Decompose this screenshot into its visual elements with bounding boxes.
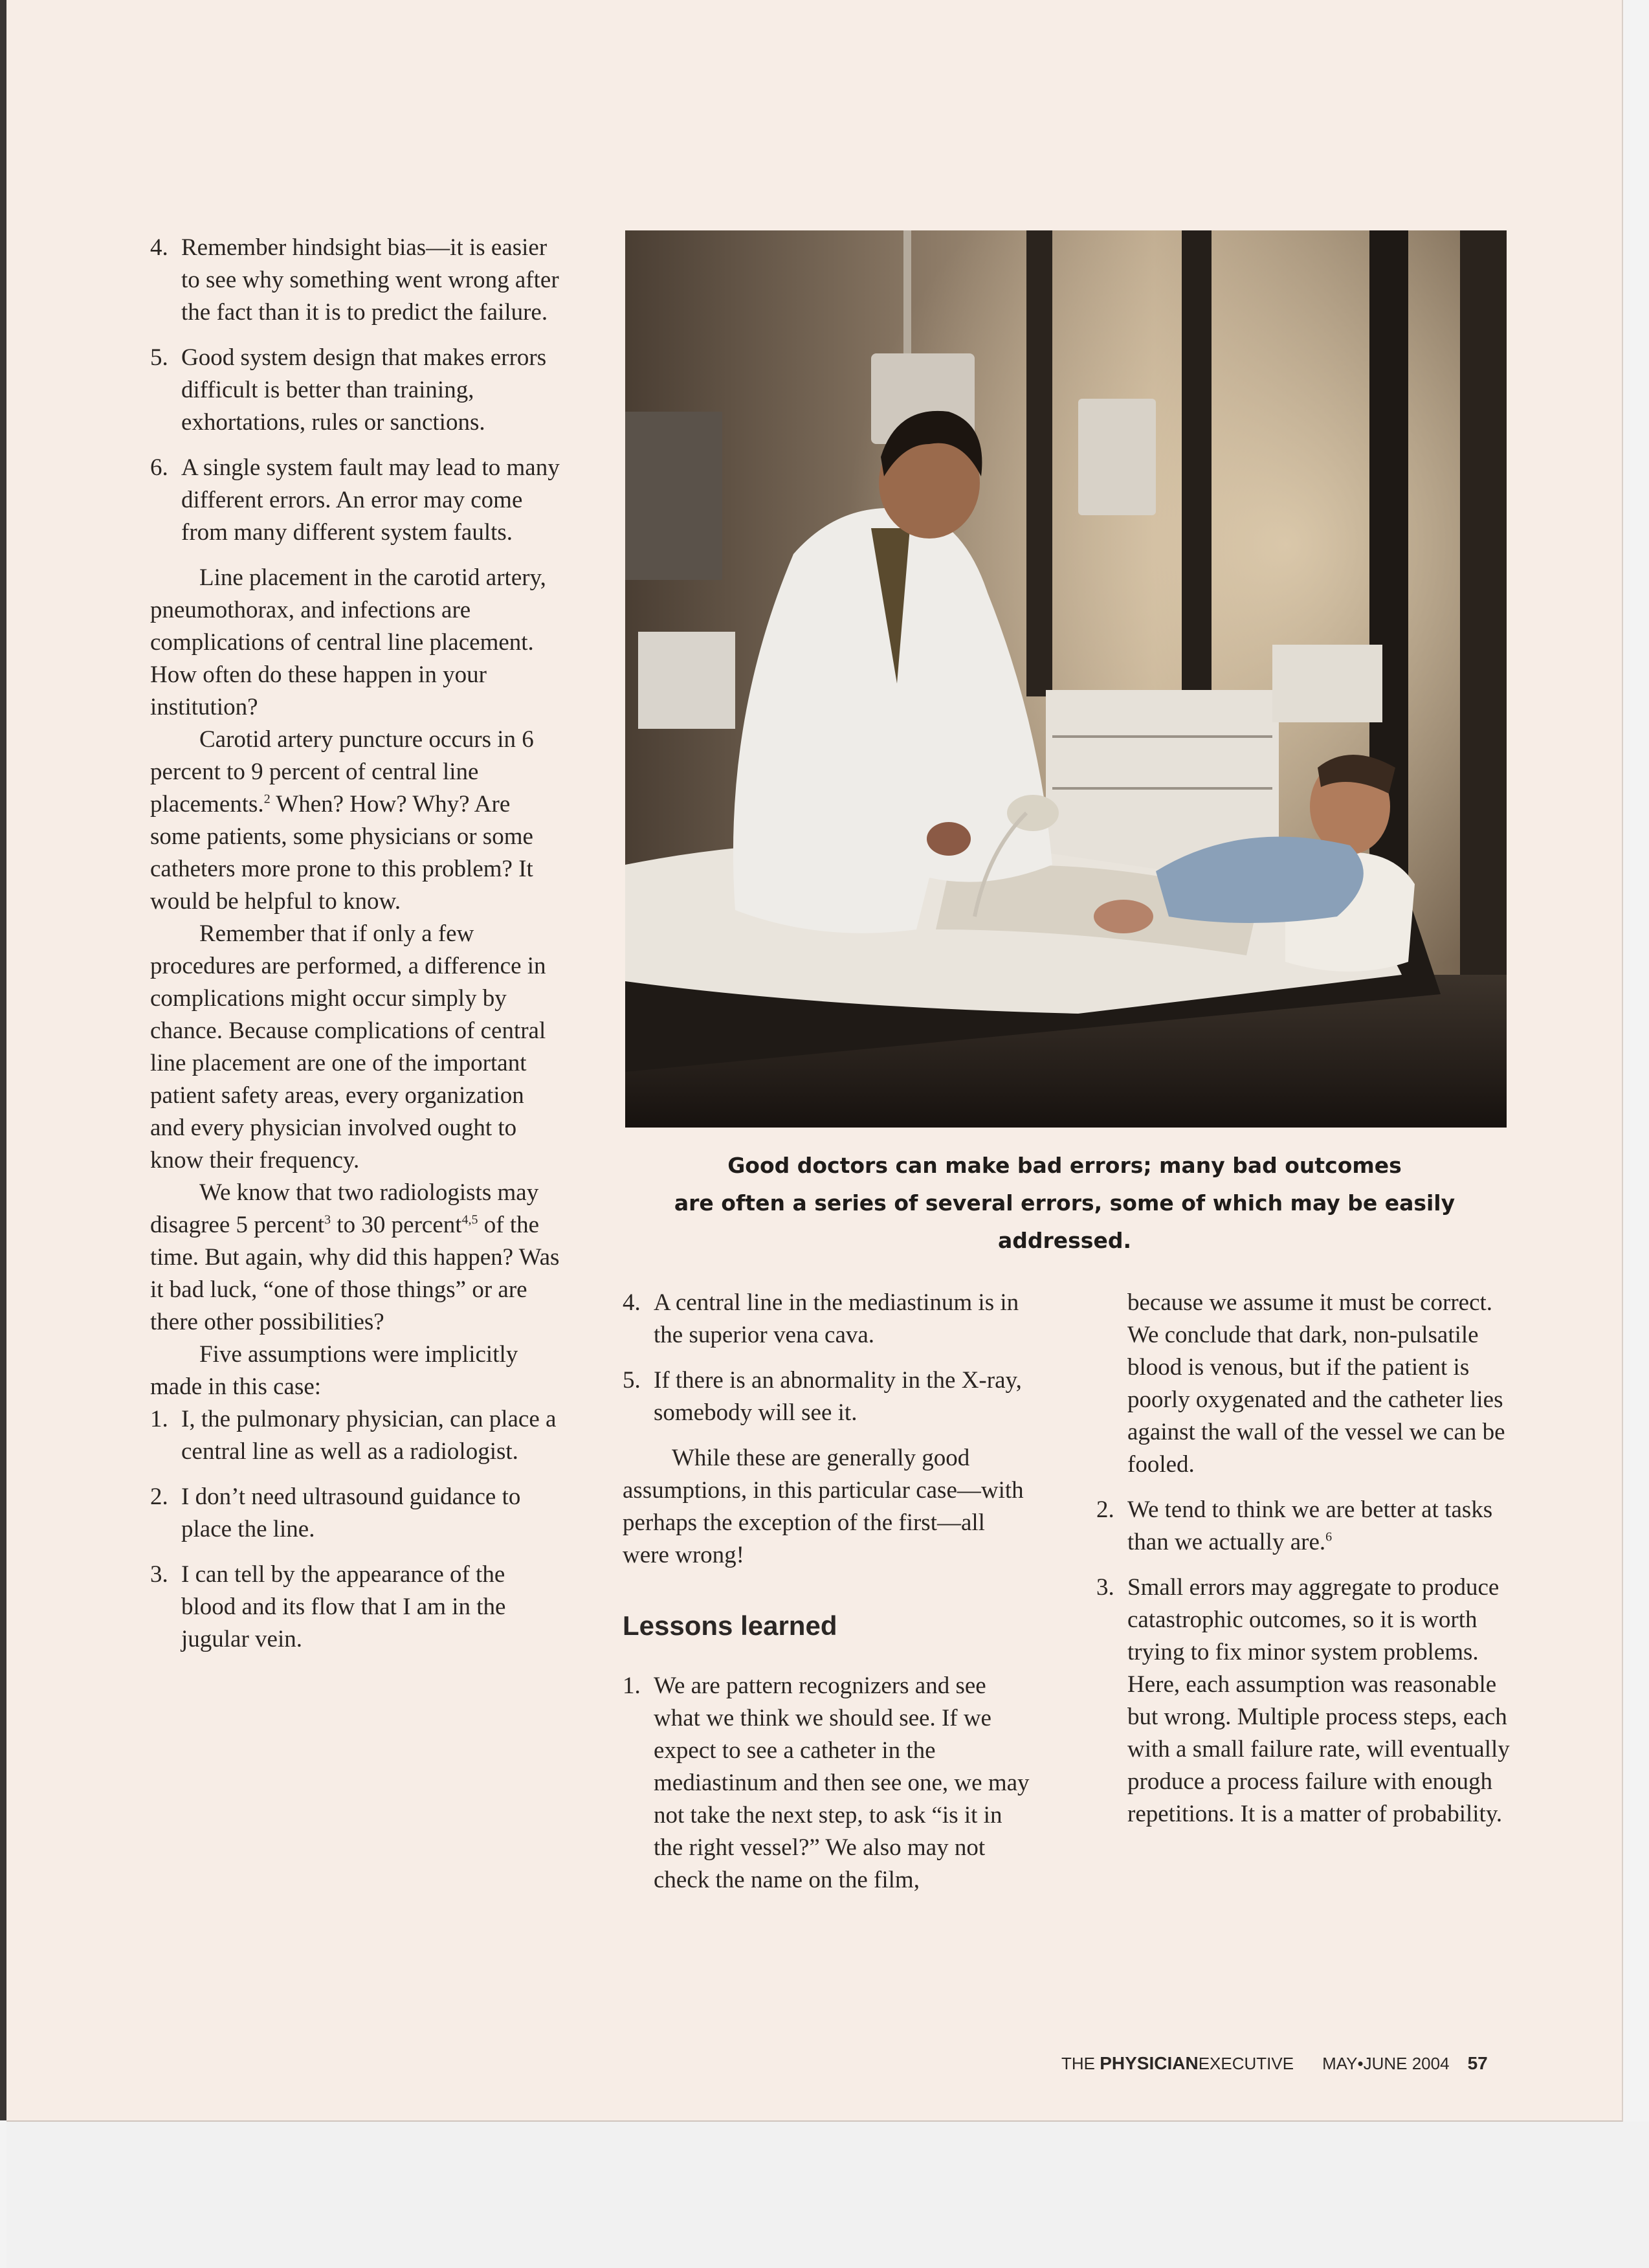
- body-paragraph: Line placement in the carotid artery, pneumothorax, and infections are complications of central line placement. How often do these happen in your institution?: [150, 564, 546, 720]
- magazine-title: THE PHYSICIANEXECUTIVE: [1061, 2053, 1294, 2073]
- issue-date: MAY•JUNE 2004: [1322, 2054, 1450, 2073]
- caption-line: are often a series of several errors, some of which may be easily addressed.: [674, 1190, 1455, 1253]
- photo-physician-placing-line: [625, 230, 1507, 1128]
- list-item: 5. Good system design that makes errors difficult is better than training, exhortations, rules or sanctions.: [150, 344, 547, 436]
- list-item: 1. I, the pulmonary physician, can place a central line as well as a radiologist.: [150, 1406, 557, 1465]
- body-paragraph: Remember that if only a few procedures are performed, a difference in complications might occur simply by chance. Because complications of central line placement are one of the important patient safety areas, every organization and every physician involved ought to know their frequency.: [150, 920, 546, 1173]
- assumptions-list-continued: [623, 1287, 1037, 1429]
- reference-mark: 2: [263, 792, 271, 806]
- list-item: 2. We tend to think we are better at tasks than we actually are.$^6$: [1096, 1496, 1493, 1555]
- body-paragraph: Carotid artery puncture occurs in 6 percent to 9 percent of central line placements.$^2$ When? How? Why? Are some patients, some physicians or some catheters more prone to this problem? It would be helpful to know.: [150, 726, 534, 915]
- reference-mark: 6: [1325, 1529, 1333, 1544]
- lessons-list: [623, 1670, 1037, 1896]
- reference-mark: 3: [324, 1212, 331, 1227]
- left-column: [150, 232, 564, 1669]
- scanner-bed: [6, 2122, 1649, 2268]
- principles-list: [150, 232, 564, 549]
- photo-caption: [623, 1147, 1507, 1260]
- list-item: 3. I can tell by the appearance of the blood and its flow that I am in the jugular vein.: [150, 1561, 506, 1652]
- photo-illustration: [625, 230, 1507, 1128]
- page-footer: [1061, 2053, 1488, 2074]
- list-item: 2. I don’t need ultrasound guidance to place the line.: [150, 1484, 521, 1542]
- list-item: 3. Small errors may aggregate to produce catastrophic outcomes, so it is worth trying to fix minor system problems. Here, each assumption was reasonable but wrong. Multiple process steps, each with a small failure rate, will eventually produce a process failure with enough repetitions. It is a matter of probability.: [1096, 1574, 1510, 1827]
- list-item: because we assume it must be correct. We conclude that dark, non-pulsatile blood is venous, but if the patient is poorly oxygenated and the catheter lies against the wall of the vessel we can be fooled.: [1127, 1289, 1505, 1478]
- lessons-list-continued: [1096, 1287, 1511, 1830]
- list-item: 1. We are pattern recognizers and see what we think we should see. If we expect to see a catheter in the mediastinum and then see one, we may not take the next step, to ask “is it in the right vessel?” We also may not check the name on the film,: [623, 1673, 1030, 1893]
- assumptions-list: [150, 1403, 564, 1656]
- list-item: 5. If there is an abnormality in the X-ray, somebody will see it.: [623, 1367, 1022, 1426]
- list-item: 4. A central line in the mediastinum is in the superior vena cava.: [623, 1289, 1019, 1348]
- page-number: 57: [1467, 2053, 1488, 2073]
- body-paragraph: Five assumptions were implicitly made in this case:: [150, 1341, 518, 1400]
- body-paragraph: While these are generally good assumptions, in this particular case—with perhaps the exception of the first—all were wrong!: [623, 1445, 1024, 1568]
- body-paragraph: We know that two radiologists may disagree 5 percent$^3$ to 30 percent$^{4,5}$ of the time. But again, why did this happen? Was it bad luck, “one of those things” or are there other possibilities?: [150, 1179, 560, 1335]
- right-column: [1096, 1287, 1511, 1843]
- list-item: 4. Remember hindsight bias—it is easier to see why something went wrong after the fact than it is to predict the failure.: [150, 234, 559, 326]
- middle-column: [623, 1287, 1037, 1909]
- caption-line: Good doctors can make bad errors; many bad outcomes: [727, 1153, 1402, 1178]
- list-item: 6. A single system fault may lead to many different errors. An error may come from many different system faults.: [150, 454, 560, 546]
- section-heading: Lessons learned: [623, 1610, 837, 1641]
- reference-mark: 4,5: [461, 1212, 478, 1227]
